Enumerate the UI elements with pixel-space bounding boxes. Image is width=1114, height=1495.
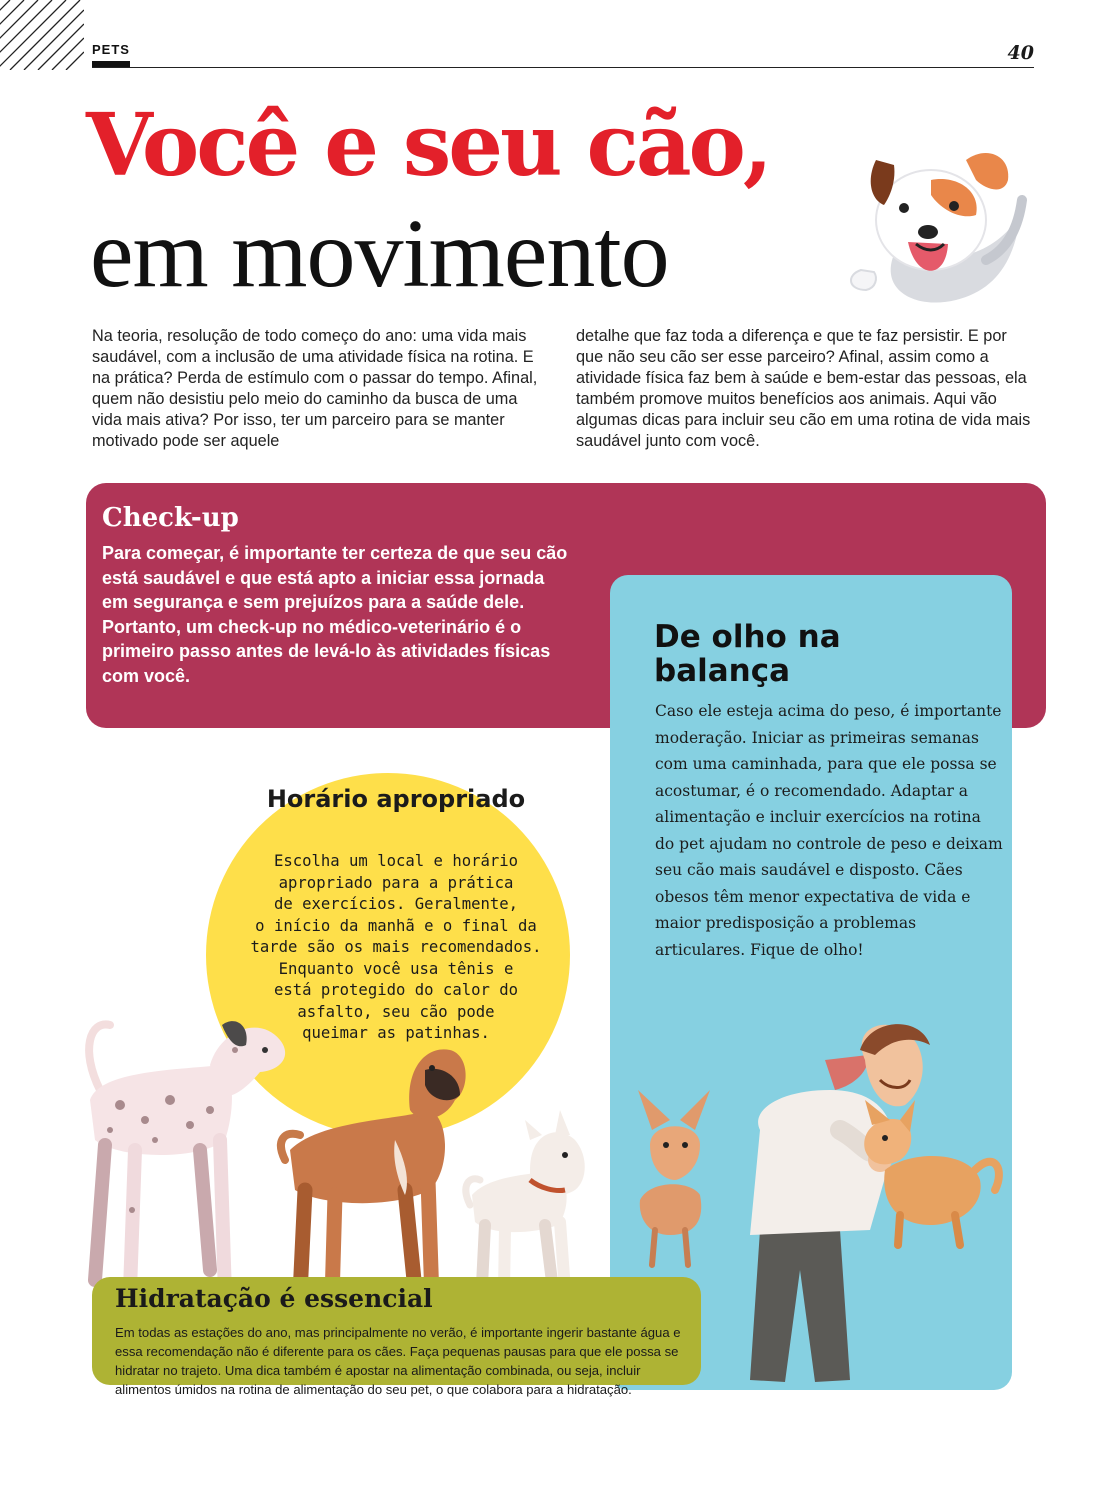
schedule-body: Escolha um local e horário apropriado para a prática de exercícios. Geralmente, o início da manhã e o final da tarde são os mais recomendados. Enquanto você usa tênis e está protegido do calor do asfalto, seu cão pode queimar as patinhas. bbox=[250, 852, 542, 1042]
section-label: PETS bbox=[92, 42, 130, 57]
balance-title: De olho na balança bbox=[654, 619, 841, 689]
balance-body: Caso ele esteja acima do peso, é importante moderação. Iniciar as primeiras semanas com uma caminhada, para que ele possa se acostumar, é o recomendado. Adaptar a alimentação e incluir exercícios na rotina do pet ajudam no controle de peso e deixam seu cão mais saudável e disposto. Cães obesos têm menor expectativa de vida e maior predisposição a problemas articulares. Fique de olho! bbox=[655, 702, 1003, 959]
schedule-title: Horário apropriado bbox=[266, 785, 526, 813]
intro-column-1: Na teoria, resolução de todo começo do ano: uma vida mais saudável, com a inclusão de uma atividade física na rotina. E na prática? Perda de estímulo com o passar do tempo. Afinal, quem não desistiu pelo meio do caminho da busca de uma vida mais ativa? Por isso, ter um parceiro para se manter motivado pode ser aquele bbox=[92, 327, 538, 450]
intro-column-2: detalhe que faz toda a diferença e que te faz persistir. E por que não seu cão ser esse parceiro? Afinal, assim como a atividade física faz bem à saúde e bem-estar das pessoas, ela também promove muitos benefícios aos animais. Aqui vão algumas dicas para incluir seu cão em uma rotina de vida mais saudável junto com você. bbox=[576, 327, 1031, 450]
headline-line-1: Você e seu cão, bbox=[86, 95, 770, 196]
corner-stripes-decoration bbox=[0, 0, 84, 70]
headline-line-2: em movimento bbox=[90, 200, 669, 308]
checkup-body: Para começar, é importante ter certeza de que seu cão está saudável e que está apto a iniciar essa jornada em segurança e sem prejuízos para a saúde dele. Portanto, um check-up no médico-veterinário é o primeiro passo antes de levá-lo às atividades físicas com você. bbox=[102, 543, 568, 686]
hydration-body: Em todas as estações do ano, mas principalmente no verão, é importante ingerir bastante água e essa recomendação não é diferente para os cães. Faça pequenas pausas para que ele possa se hidratar no trajeto. Uma dica também é apostar na alimentação combinada, ou seja, incluir alimentos úmidos na rotina de alimentação do seu pet, o que colabora para a hidratação. bbox=[115, 1325, 681, 1397]
three-dogs-illustration bbox=[60, 1010, 620, 1310]
header-rule bbox=[92, 67, 1034, 68]
checkup-title: Check-up bbox=[102, 503, 239, 533]
jack-russell-illustration bbox=[836, 140, 1036, 310]
page-number: 40 bbox=[1007, 42, 1034, 64]
hydration-title: Hidratação é essencial bbox=[115, 1284, 433, 1313]
